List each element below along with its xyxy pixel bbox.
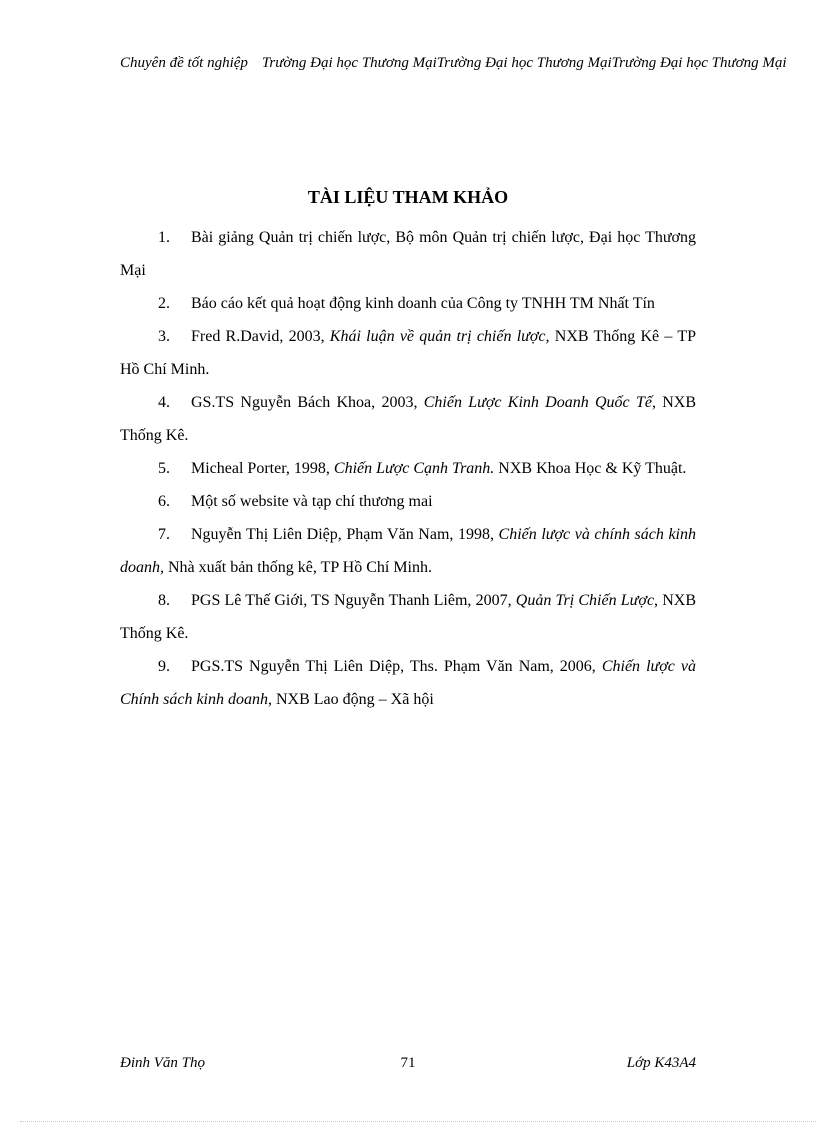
reference-item <box>120 584 696 650</box>
reference-text: Micheal Porter, 1998, <box>191 460 334 477</box>
reference-number: 2. <box>158 295 170 312</box>
reference-item <box>120 221 696 287</box>
reference-item <box>120 485 696 518</box>
reference-number: 4. <box>158 394 170 411</box>
reference-title: Quản Trị Chiến Lược <box>515 592 655 609</box>
reference-text-tail: NXB Thống Kê – TP Hồ Chí Minh. <box>120 328 696 378</box>
reference-text: GS.TS Nguyễn Bách Khoa, 2003, <box>191 394 424 411</box>
reference-text: Bài giảng Quản trị chiến lược, Bộ môn Quản trị chiến lược, Đại học Thương Mại <box>120 229 696 279</box>
reference-number: 1. <box>158 229 170 246</box>
reference-text: Báo cáo kết quả hoạt động kinh doanh của Công ty TNHH TM Nhất Tín <box>191 295 655 312</box>
reference-text: Một số website và tạp chí thương mai <box>191 493 433 510</box>
reference-number: 7. <box>158 526 170 543</box>
page-bottom-divider <box>20 1121 816 1122</box>
reference-title: Chiến lược và chính sách kinh doanh, <box>120 526 696 576</box>
reference-number: 5. <box>158 460 170 477</box>
reference-item <box>120 386 696 452</box>
reference-text: PGS.TS Nguyễn Thị Liên Diệp, Ths. Phạm Văn Nam, 2006, <box>191 658 602 675</box>
reference-title: Chiến lược và Chính sách kinh doanh <box>120 658 696 708</box>
reference-text-tail: Nhà xuất bản thống kê, TP Hồ Chí Minh. <box>164 559 432 576</box>
footer-class-label: Lớp K43A4 <box>626 1055 696 1071</box>
reference-text: Fred R.David, 2003, <box>191 328 330 345</box>
reference-text-tail: , NXB Thống Kê. <box>120 394 696 444</box>
reference-number: 3. <box>158 328 170 345</box>
footer-author: Đinh Văn Thọ <box>120 1055 206 1071</box>
reference-text-tail: , NXB Thống Kê. <box>120 592 697 642</box>
running-header <box>120 53 816 73</box>
reference-item <box>120 518 696 584</box>
reference-item <box>120 287 696 320</box>
reference-list <box>120 221 696 716</box>
footer-page-number: 71 <box>400 1055 416 1071</box>
reference-text-tail: NXB Khoa Học & Kỹ Thuật. <box>494 460 687 477</box>
reference-number: 6. <box>158 493 170 510</box>
reference-text-tail: , NXB Lao động – Xã hội <box>268 691 434 708</box>
reference-title: Khái luận về quản trị chiến lược, <box>329 328 550 345</box>
reference-number: 9. <box>158 658 170 675</box>
page-footer <box>120 1052 696 1074</box>
reference-title: Chiến Lược Kinh Doanh Quốc Tế <box>423 394 652 411</box>
reference-text: PGS Lê Thế Giới, TS Nguyễn Thanh Liêm, 2007, <box>191 592 516 609</box>
reference-title: Chiến Lược Cạnh Tranh. <box>333 460 495 477</box>
header-left: Chuyên đề tốt nghiệp <box>120 55 248 71</box>
reference-item <box>120 452 696 485</box>
reference-item <box>120 320 696 386</box>
reference-text: Nguyễn Thị Liên Diệp, Phạm Văn Nam, 1998, <box>191 526 499 543</box>
header-right: Trường Đại học Thương MạiTrường Đại học Thương MạiTrường Đại học Thương Mại <box>261 55 787 71</box>
reference-item <box>120 650 696 716</box>
reference-number: 8. <box>158 592 170 609</box>
page-title: TÀI LIỆU THAM KHẢO <box>307 187 509 207</box>
